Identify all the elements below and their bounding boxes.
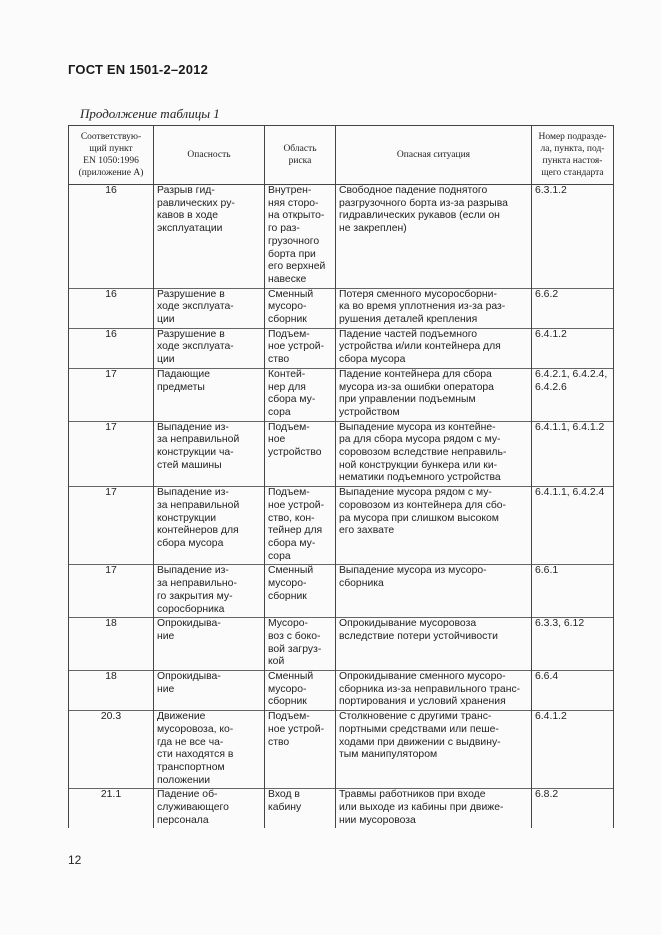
reference-cell: 6.4.2.1, 6.4.2.4, 6.4.2.6 [532, 368, 614, 421]
table-row [69, 711, 614, 789]
table-caption: Продолжение таблицы 1 [80, 106, 220, 121]
situation-cell: Падение частей подъемного устройства и/или контейнера для сбора мусора [336, 328, 532, 368]
clause-cell: 17 [69, 368, 154, 421]
table-row [69, 421, 614, 487]
table-row [69, 789, 614, 829]
reference-cell: 6.6.2 [532, 288, 614, 328]
clause-cell: 17 [69, 565, 154, 618]
hazard-table [68, 125, 614, 828]
clause-cell: 21.1 [69, 789, 154, 829]
area-cell: Внутрен- няя сторо- на открыто- го раз- грузочного борта при его верхней навеске [265, 185, 336, 289]
reference-cell: 6.4.1.2 [532, 328, 614, 368]
hazard-cell: Движение мусоровоза, ко- гда не все ча- сти находятся в транспортном положении [154, 711, 265, 789]
reference-cell: 6.3.1.2 [532, 185, 614, 289]
table-row [69, 368, 614, 421]
table-row [69, 328, 614, 368]
table-row [69, 185, 614, 289]
table-row [69, 487, 614, 565]
table-row [69, 288, 614, 328]
reference-cell: 6.4.1.2 [532, 711, 614, 789]
clause-cell: 18 [69, 671, 154, 711]
clause-cell: 20.3 [69, 711, 154, 789]
document-title: ГОСТ EN 1501-2–2012 [68, 62, 209, 77]
situation-cell: Падение контейнера для сбора мусора из-за ошибки оператора при управлении подъемным устройством [336, 368, 532, 421]
table-header [69, 126, 614, 185]
area-cell: Подъем- ное устрой- ство, кон- тейнер для сбора му- сора [265, 487, 336, 565]
area-cell: Мусоро- воз с боко- вой загруз- кой [265, 618, 336, 671]
area-cell: Контей- нер для сбора му- сора [265, 368, 336, 421]
column-header-clause: Соответствую- щий пункт EN 1050:1996 (приложение А) [69, 126, 154, 185]
page-number: 12 [68, 853, 82, 867]
situation-cell: Столкновение с другими транс- портными средствами или пеше- ходами при движении с выдвину- тым манипулятором [336, 711, 532, 789]
hazard-cell: Выпадение из- за неправильной конструкции контейнеров для сбора мусора [154, 487, 265, 565]
table-row [69, 618, 614, 671]
situation-cell: Свободное падение поднятого разгрузочного борта из-за разрыва гидравлических рукавов (если он не закреплен) [336, 185, 532, 289]
situation-cell: Опрокидывание сменного мусоро- сборника из-за неправильного транс- портирования и условий хранения [336, 671, 532, 711]
area-cell: Вход в кабину [265, 789, 336, 829]
hazard-cell: Разрушение в ходе эксплуата- ции [154, 328, 265, 368]
hazard-cell: Разрыв гид- равлических ру- кавов в ходе эксплуатации [154, 185, 265, 289]
area-cell: Сменный мусоро- сборник [265, 565, 336, 618]
situation-cell: Травмы работников при входе или выходе из кабины при движе- нии мусоровоза [336, 789, 532, 829]
reference-cell: 6.4.1.1, 6.4.1.2 [532, 421, 614, 487]
clause-cell: 18 [69, 618, 154, 671]
situation-cell: Выпадение мусора из контейне- ра для сбора мусора рядом с му- соровозом вследствие неправиль- ной конструкции бункера или ки- нематики подъемного устройства [336, 421, 532, 487]
reference-cell: 6.4.1.1, 6.4.2.4 [532, 487, 614, 565]
hazard-cell: Выпадение из- за неправильно- го закрытия му- соросборника [154, 565, 265, 618]
situation-cell: Потеря сменного мусоросборни- ка во время уплотнения из-за раз- рушения деталей крепления [336, 288, 532, 328]
table-row [69, 565, 614, 618]
reference-cell: 6.6.1 [532, 565, 614, 618]
situation-cell: Выпадение мусора из мусоро- сборника [336, 565, 532, 618]
hazard-cell: Падение об- служивающего персонала [154, 789, 265, 829]
hazard-cell: Падающие предметы [154, 368, 265, 421]
table-row [69, 671, 614, 711]
hazard-cell: Выпадение из- за неправильной конструкции ча- стей машины [154, 421, 265, 487]
area-cell: Подъем- ное устрой- ство [265, 328, 336, 368]
clause-cell: 16 [69, 288, 154, 328]
column-header-area: Область риска [265, 126, 336, 185]
clause-cell: 16 [69, 185, 154, 289]
table-body [69, 185, 614, 829]
situation-cell: Выпадение мусора рядом с му- соровозом из контейнера для сбо- ра мусора при слишком высоком его захвате [336, 487, 532, 565]
clause-cell: 17 [69, 421, 154, 487]
area-cell: Подъем- ное устрой- ство [265, 711, 336, 789]
hazard-cell: Опрокидыва- ние [154, 671, 265, 711]
reference-cell: 6.3.3, 6.12 [532, 618, 614, 671]
clause-cell: 16 [69, 328, 154, 368]
reference-cell: 6.6.4 [532, 671, 614, 711]
column-header-situation: Опасная ситуация [336, 126, 532, 185]
area-cell: Сменный мусоро- сборник [265, 671, 336, 711]
hazard-cell: Опрокидыва- ние [154, 618, 265, 671]
hazard-cell: Разрушение в ходе эксплуата- ции [154, 288, 265, 328]
reference-cell: 6.8.2 [532, 789, 614, 829]
column-header-reference: Номер подразде- ла, пункта, под- пункта настоя- щего стандарта [532, 126, 614, 185]
clause-cell: 17 [69, 487, 154, 565]
area-cell: Сменный мусоро- сборник [265, 288, 336, 328]
situation-cell: Опрокидывание мусоровоза вследствие потери устойчивости [336, 618, 532, 671]
area-cell: Подъем- ное устройство [265, 421, 336, 487]
column-header-hazard: Опасность [154, 126, 265, 185]
